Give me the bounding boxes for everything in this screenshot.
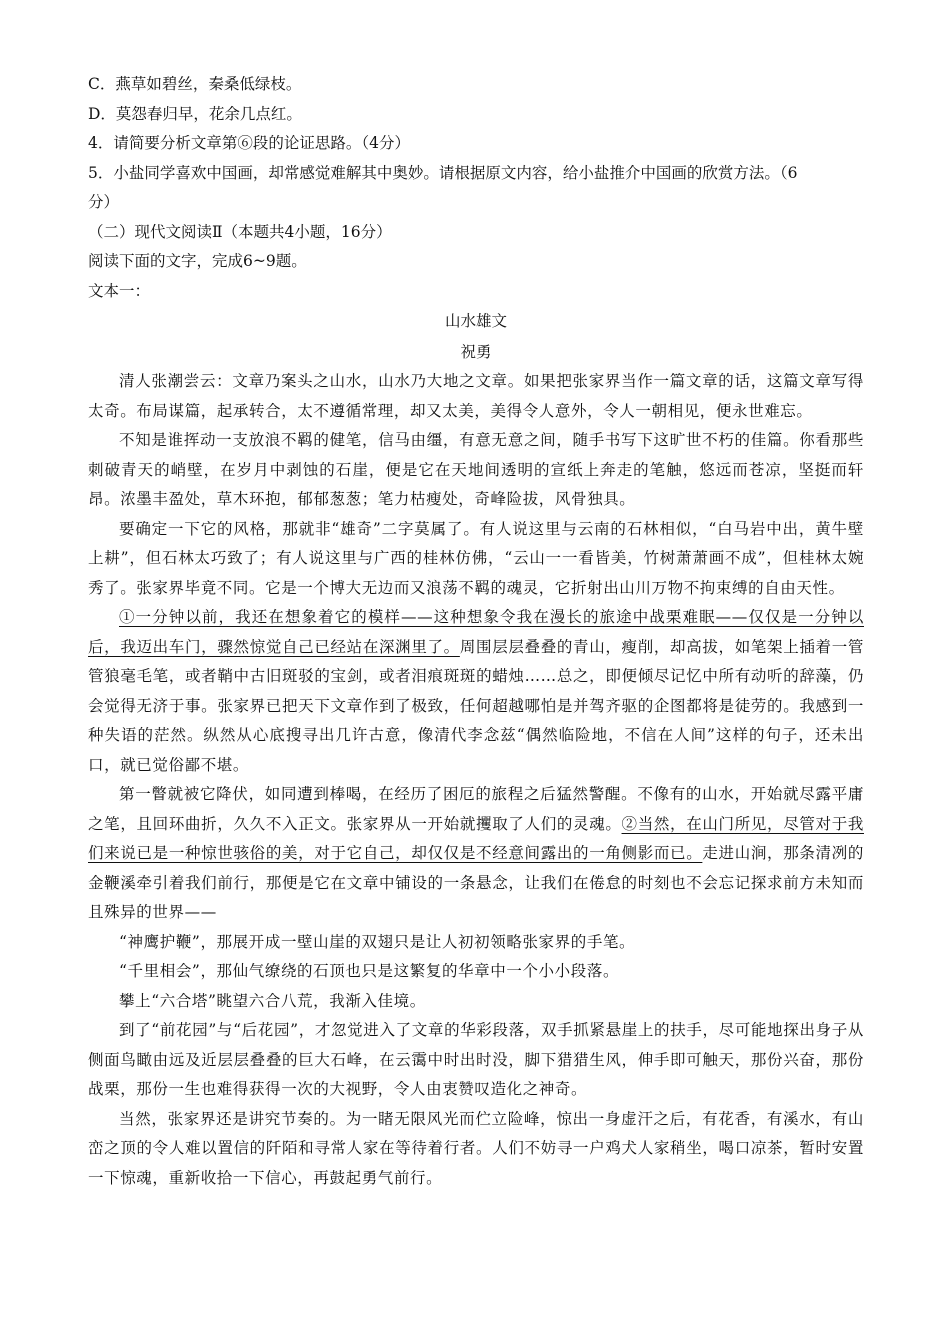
question-5-line1: 5．小盐同学喜欢中国画，却常感觉难解其中奥妙。请根据原文内容，给小盐推介中国画的欣赏方法。（6 bbox=[88, 163, 798, 182]
section-instruction: 阅读下面的文字，完成6~9题。 bbox=[88, 252, 307, 270]
paragraph-7: “千里相会”，那仙气缭绕的石顶也只是这繁复的华章中一个小小段落。 bbox=[119, 962, 620, 980]
option-c: C．燕草如碧丝，秦桑低绿枝。 bbox=[88, 75, 302, 93]
underlined-sentence-1: ①一分钟以前，我还在想象着它的模样——这种想象令我在漫长的旅途中战栗难眠——仅仅是一分钟以后，我迈出车门，骤然惊觉自己已经站在深渊里了。 bbox=[88, 608, 864, 656]
paragraph-8: 攀上“六合塔”眺望六合八荒，我渐入佳境。 bbox=[119, 991, 426, 1010]
document-page bbox=[88, 70, 864, 1193]
paragraph-5-start: 第一瞥就被它降伏，如同遭到棒喝，在经历了困厄的旅程之后猛然警醒。不像有的山水，开始就尽露平庸之笔，且回环曲折，久久不入正文。张家界从一开始就攫取了人们的灵魂。 bbox=[88, 785, 864, 833]
paragraph-5 bbox=[88, 780, 864, 928]
text-label: 文本一： bbox=[88, 281, 151, 300]
question-4: 4．请简要分析文章第⑥段的论证思路。（4分） bbox=[88, 134, 410, 152]
paragraph-4-rest: 周围层层叠叠的青山，瘦削，却高拔，如笔架上插着一管管狼毫毛笔，或者鞘中古旧斑驳的宝剑，或者泪痕斑斑的蜡烛……总之，即便倾尽记忆中所有动听的辞藻，仍会觉得无济于事。张家界已把天下文章作到了极致，任何超越哪怕是并驾齐驱的企图都将是徒劳的。我感到一种失语的茫然。纵然从心底搜寻出几许古意，像清代李念兹“偶然临险地，不信在人间”这样的句子，还未出口，就已觉俗鄙不堪。 bbox=[88, 637, 864, 774]
paragraph-6: “神鹰护鞭”，那展开成一壁山崖的双翅只是让人初初领略张家界的手笔。 bbox=[119, 932, 636, 951]
option-d: D．莫怨春归早，花余几点红。 bbox=[88, 104, 302, 123]
question-5-line2: 分） bbox=[88, 193, 120, 211]
underlined-sentence-2: ②当然，在山门所见，尽管对于我们来说已是一种惊世骇俗的美，对于它自己，却仅仅是不经意间露出的一角侧影而已。 bbox=[88, 814, 864, 862]
paragraph-3: 要确定一下它的风格，那就非“雄奇”二字莫属了。有人说这里与云南的石林相似，“白马岩中出，黄牛壁上耕”，但石林太巧致了；有人说这里与广西的桂林仿佛，“云山一一看皆美，竹树萧萧画不成”，但桂林太婉秀了。张家界毕竟不同。它是一个博大无边而又浪荡不羁的魂灵，它折射出山川万物不拘束缚的自由天性。 bbox=[88, 519, 864, 597]
paragraph-4 bbox=[88, 603, 864, 780]
paragraph-10: 当然，张家界还是讲究节奏的。为一睹无限风光而伫立险峰，惊出一身虚汗之后，有花香，有溪水，有山峦之顶的令人难以置信的阡陌和寻常人家在等待着行者。人们不妨寻一户鸡犬人家稍坐，喝口凉茶，暂时安置一下惊魂，重新收拾一下信心，再鼓起勇气前行。 bbox=[88, 1109, 864, 1187]
paragraph-1: 清人张潮尝云：文章乃案头之山水，山水乃大地之文章。如果把张家界当作一篇文章的话，这篇文章写得太奇。布局谋篇，起承转合，太不遵循常理，却又太美，美得令人意外，令人一朝相见，便永世难忘。 bbox=[88, 372, 864, 420]
paragraph-5-rest: 走进山涧，那条清冽的金鞭溪牵引着我们前行，那便是它在文章中铺设的一条悬念，让我们在倦怠的时刻也不会忘记探求前方未知而且殊异的世界—— bbox=[88, 844, 864, 921]
article-title: 山水雄文 bbox=[444, 312, 507, 330]
section-heading: （二）现代文阅读Ⅱ（本题共4小题，16分） bbox=[88, 222, 392, 241]
paragraph-2: 不知是谁挥动一支放浪不羁的健笔，信马由缰，有意无意之间，随手书写下这旷世不朽的佳篇。你看那些刺破青天的峭壁，在岁月中剥蚀的石崖，便是它在天地间透明的宣纸上奔走的笔触，悠远而苍凉，坚挺而轩昂。浓墨丰盈处，草木环抱，郁郁葱葱；笔力枯瘦处，奇峰险拔，风骨独具。 bbox=[88, 431, 864, 508]
paragraph-9: 到了“前花园”与“后花园”，才忽觉进入了文章的华彩段落，双手抓紧悬崖上的扶手，尽可能地探出身子从侧面鸟瞰由远及近层层叠叠的巨大石峰，在云霭中时出时没，脚下猎猎生风，伸手即可触天，那份兴奋，那份战栗，那份一生也难得获得一次的大视野，令人由衷赞叹造化之神奇。 bbox=[88, 1021, 864, 1098]
article-author: 祝勇 bbox=[460, 342, 492, 361]
